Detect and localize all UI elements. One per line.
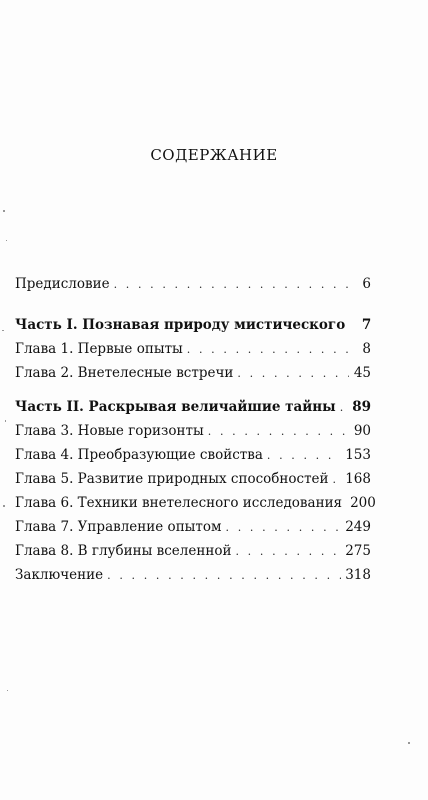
- toc-entry-label: Глава 7. Управление опытом: [15, 519, 222, 535]
- dot-leader: [208, 420, 349, 444]
- scan-speck: [408, 742, 410, 744]
- toc-entry-chapter-7: [15, 515, 371, 539]
- dot-leader: [107, 564, 341, 588]
- toc-entry-label: Глава 2. Внетелесные встречи: [15, 365, 234, 381]
- table-of-contents: [15, 272, 376, 587]
- toc-entry-page: 8: [362, 341, 371, 357]
- toc-entry-label: Часть I. Познавая природу мистического: [15, 317, 346, 333]
- scan-speck: [5, 420, 6, 422]
- toc-entry-label: Глава 3. Новые горизонты: [15, 423, 204, 439]
- toc-entry-preface: [15, 272, 371, 296]
- toc-entry-page: 168: [345, 471, 371, 487]
- page-title: СОДЕРЖАНИЕ: [150, 146, 278, 164]
- toc-entry-page: 7: [361, 317, 372, 333]
- toc-entry-page: 249: [345, 519, 371, 535]
- dot-leader: [114, 273, 349, 297]
- toc-entry-chapter-3: [15, 419, 371, 443]
- toc-entry-label: Глава 5. Развитие природных способностей: [15, 471, 329, 487]
- toc-entry-label: Часть II. Раскрывая величайшие тайны: [15, 399, 336, 415]
- scan-speck: [3, 210, 5, 212]
- toc-entry-page: 318: [345, 567, 371, 583]
- toc-entry-page: 6: [362, 276, 371, 292]
- scan-speck: [6, 240, 7, 241]
- dot-leader: [187, 338, 349, 362]
- dot-leader: [267, 444, 341, 468]
- scan-speck: [2, 330, 4, 331]
- toc-entry-chapter-8: [15, 539, 371, 563]
- toc-entry-page: 275: [345, 543, 371, 559]
- scan-speck: [7, 690, 8, 691]
- scan-speck: [3, 505, 5, 507]
- toc-entry-page: 45: [353, 365, 371, 381]
- toc-entry-chapter-5: [15, 467, 371, 491]
- toc-entry-page: 200: [350, 495, 376, 511]
- toc-entry-conclusion: [15, 563, 371, 587]
- toc-entry-label: Предисловие: [15, 276, 110, 292]
- toc-entry-chapter-4: [15, 443, 371, 467]
- toc-entry-label: Глава 1. Первые опыты: [15, 341, 183, 357]
- toc-entry-chapter-6: [15, 491, 376, 515]
- toc-entry-label: Глава 8. В глубины вселенной: [15, 543, 232, 559]
- toc-entry-label: Заключение: [15, 567, 104, 583]
- dot-leader: [235, 540, 341, 564]
- dot-leader: [333, 468, 342, 492]
- toc-entry-page: 90: [353, 423, 371, 439]
- toc-entry-chapter-2: [15, 361, 371, 385]
- dot-leader: [340, 396, 349, 420]
- dot-leader: [226, 516, 342, 540]
- toc-entry-label: Глава 6. Техники внетелесного исследования: [15, 495, 343, 511]
- toc-entry-page: 89: [352, 399, 371, 415]
- toc-entry-part-1: [15, 313, 371, 337]
- dot-leader: [237, 362, 349, 386]
- toc-entry-page: 153: [345, 447, 371, 463]
- toc-entry-chapter-1: [15, 337, 371, 361]
- toc-entry-label: Глава 4. Преобразующие свойства: [15, 447, 263, 463]
- toc-entry-part-2: [15, 395, 371, 419]
